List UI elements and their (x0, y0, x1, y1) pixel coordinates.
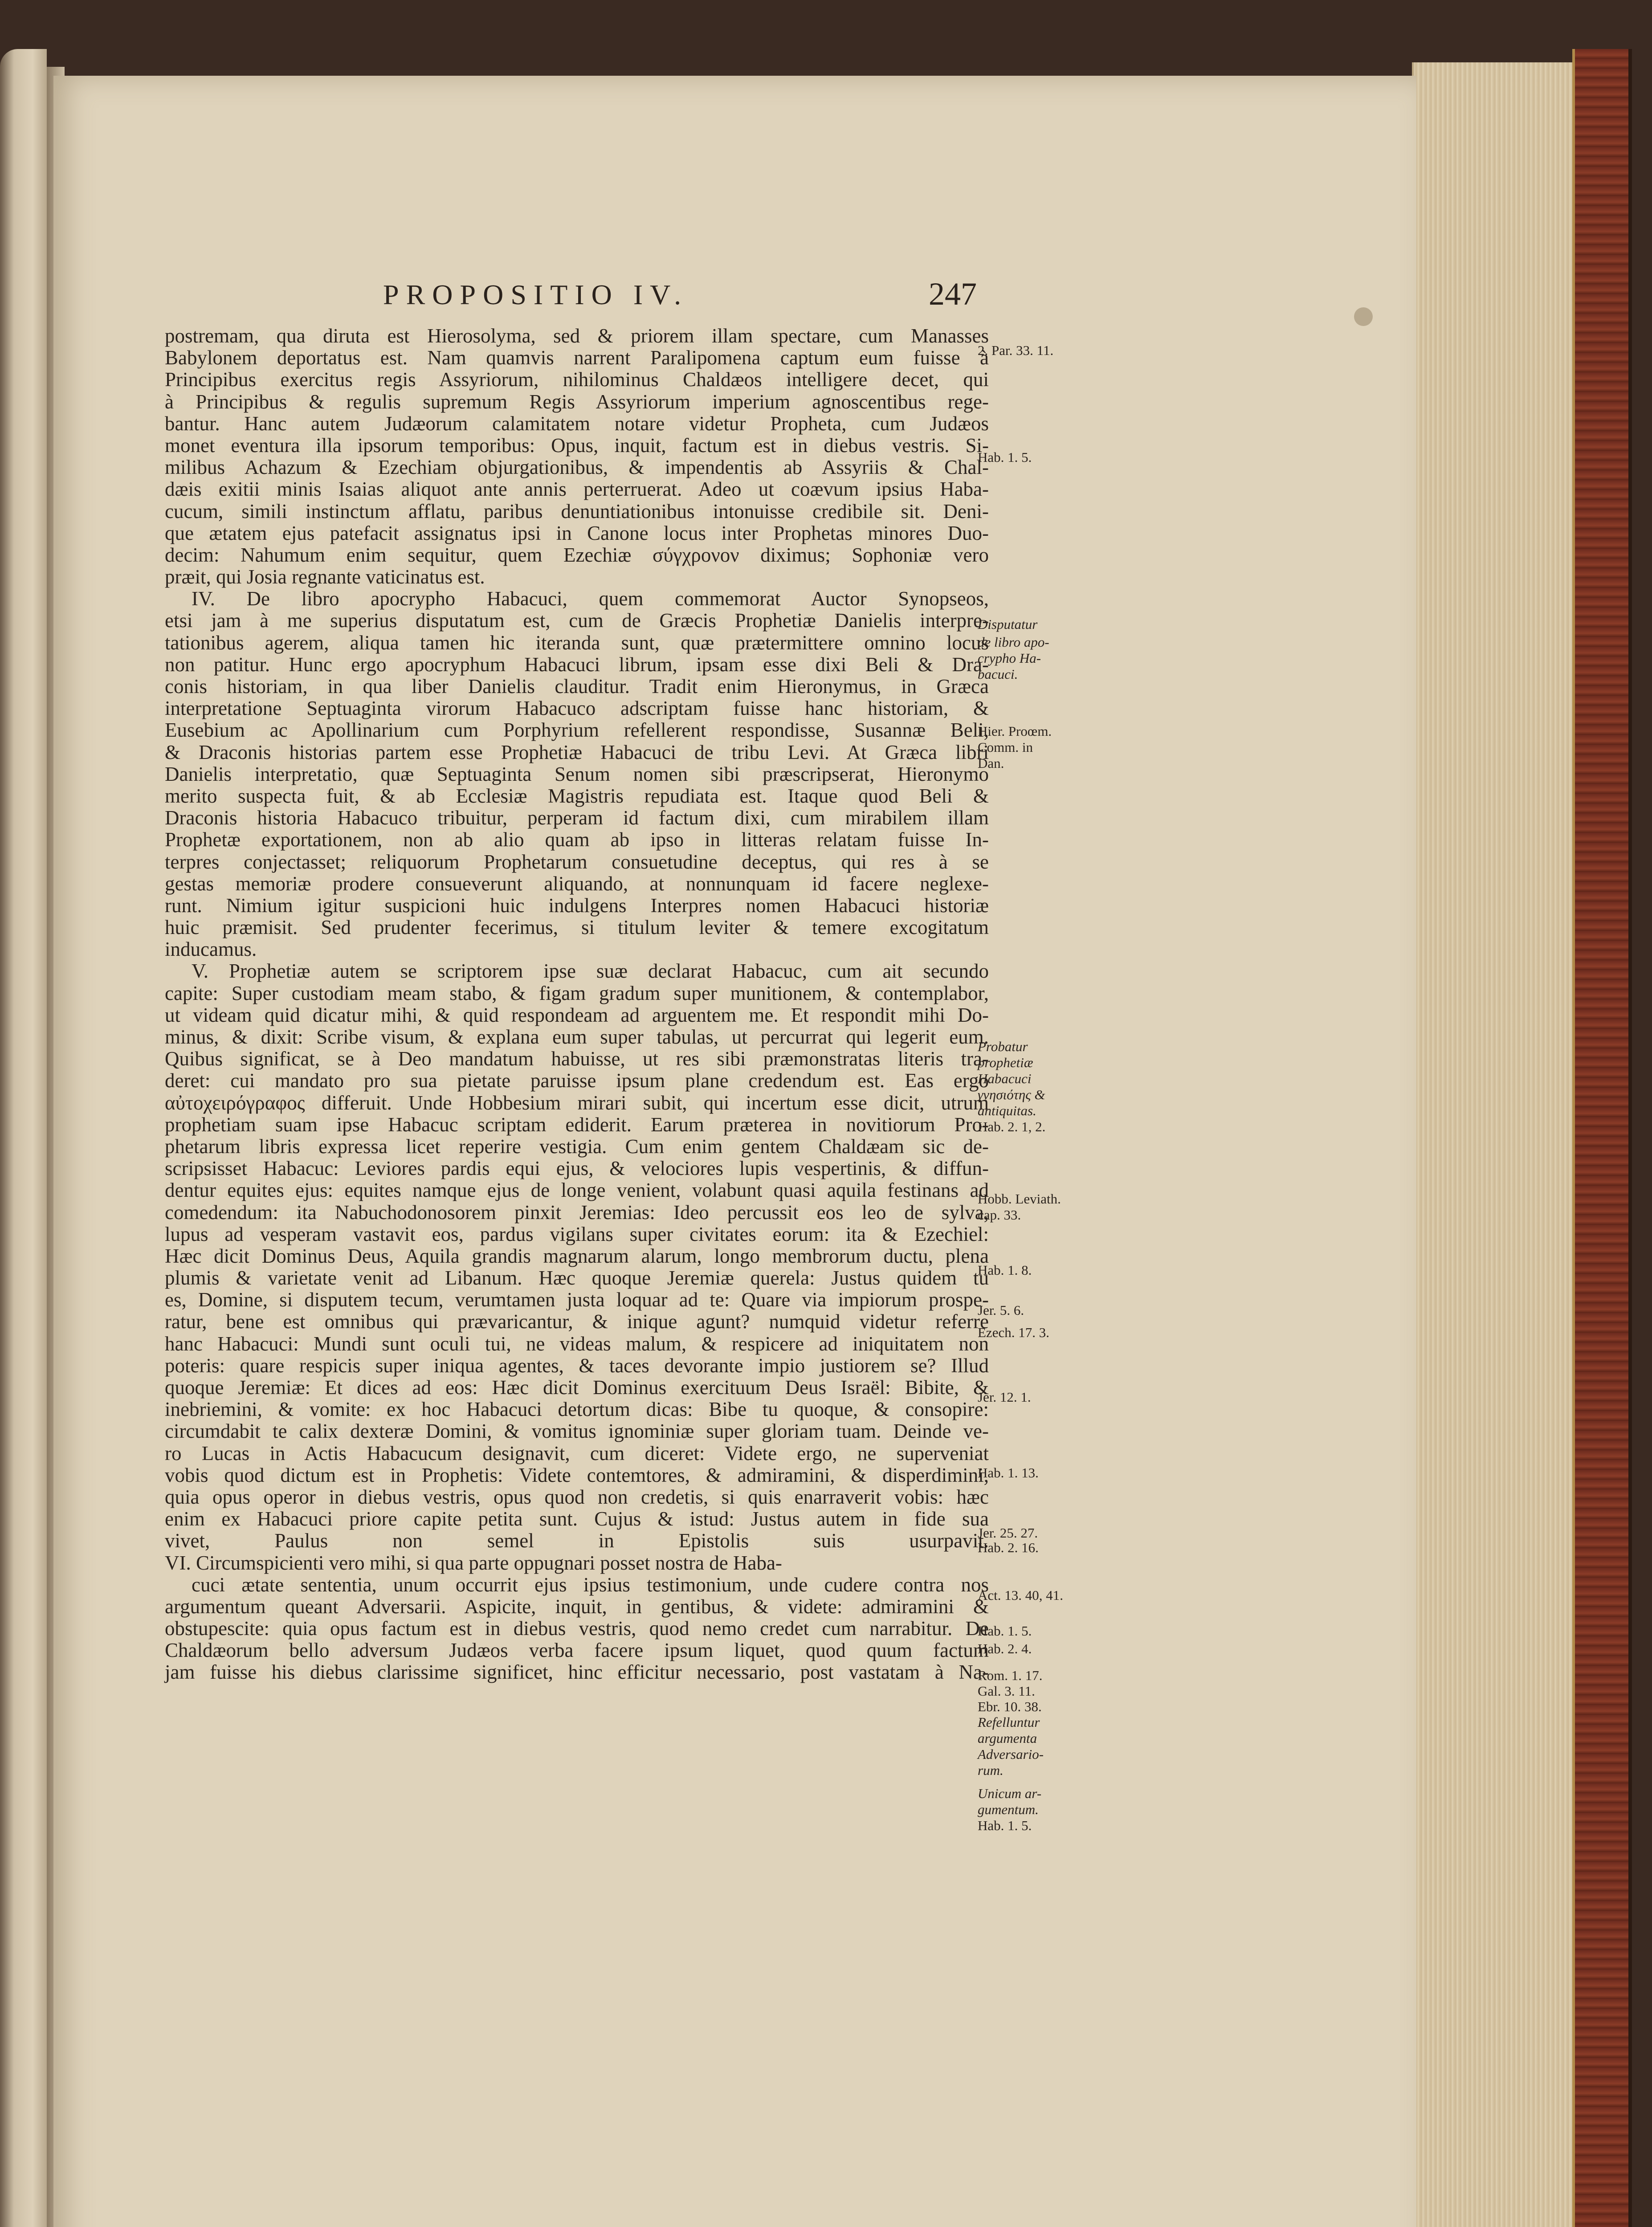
text-line: circumdabit te calix dexteræ Domini, & vomitus ignominiæ super gloriam tuam. Deinde ve- (165, 1420, 989, 1443)
page-title: PROPOSITIO IV. (383, 279, 689, 310)
book-cover-edge (1572, 49, 1632, 2227)
margin-note: Adversario- (978, 1746, 1044, 1762)
main-text (165, 325, 989, 1684)
margin-note: gumentum. (978, 1802, 1039, 1817)
text-line: gestas memoriæ prodere consueverunt aliquando, at nonnunquam id facere neglexe- (165, 872, 989, 895)
text-line: scripsisset Habacuc: Leviores pardis equi ejus, & velociores lupis vespertinis, & diffun- (165, 1157, 989, 1180)
text-line: runt. Nimium igitur suspicioni huic indulgens Interpres nomen Habacuci historiæ (165, 894, 989, 917)
text-line: tationibus agerem, aliqua tamen hic iteranda sunt, quæ prætermittere omnino locus (165, 631, 989, 654)
text-line: VI. Circumspicienti vero mihi, si qua parte oppugnari posset nostra de Haba- (165, 1551, 782, 1574)
margin-note: Ezech. 17. 3. (978, 1325, 1049, 1340)
margin-note: Hab. 1. 13. (978, 1465, 1039, 1481)
text-line: dæis exitii minis Isaias aliquot ante annis perterruerat. Adeo ut coævum ipsius Haba- (165, 478, 989, 501)
text-line: terpres conjectasset; reliquorum Prophetarum consuetudine deceptus, qui res à se (165, 850, 989, 873)
text-line: inebriemini, & vomite: ex hoc Habacuci detortum dicas: Bibe tu quoque, & consopire: (165, 1398, 989, 1421)
text-line: Draconis historia Habacuco tribuitur, perperam id factum dixi, cum mirabilem illam (165, 807, 989, 829)
text-line: vivet, Paulus non semel in Epistolis suis usurpavit. (165, 1530, 989, 1552)
text-line: interpretatione Septuaginta virorum Habacuco adscriptam fuisse hanc historiam, & (165, 697, 989, 720)
margin-note: Hab. 2. 16. (978, 1540, 1039, 1555)
text-line: cuci ætate sententia, unum occurrit ejus ipsius testimonium, unde cudere contra nos (192, 1573, 989, 1596)
text-line: obstupescite: quia opus factum est in diebus vestris, quod nemo credet cum narrabitur. De (165, 1617, 989, 1640)
margin-note: Jer. 25. 27. (978, 1525, 1038, 1541)
margin-note: Hab. 1. 5. (978, 1818, 1032, 1833)
text-line: non patitur. Hunc ergo apocryphum Habacuci librum, ipsam esse dixi Beli & Dra- (165, 653, 989, 676)
text-line: decim: Nahumum enim sequitur, quem Ezechiæ σύγχρονον diximus; Sophoniæ vero (165, 543, 989, 566)
text-line: minus, & dixit: Scribe visum, & explana eum super tabulas, ut percurrat qui legerit eum. (165, 1026, 989, 1048)
margin-note: 2. Par. 33. 11. (978, 343, 1054, 358)
margin-note: Disputatur (978, 616, 1038, 632)
margin-note: Comm. in (978, 739, 1033, 755)
margin-note: γνησιότης & (978, 1087, 1045, 1102)
margin-note: Hab. 2. 1, 2. (978, 1119, 1046, 1134)
text-line: enim ex Habacuci priore capite petita sunt. Cujus & istud: Justus autem in fide sua (165, 1508, 989, 1530)
text-line: αὐτοχειρόγραφος differuit. Unde Hobbesium mirari subit, qui incertum esse dicit, utrum (165, 1091, 989, 1114)
text-line: præit, qui Josia regnante vaticinatus est. (165, 566, 485, 588)
text-line: à Principibus & regulis supremum Regis Assyriorum imperium agnoscentibus rege- (165, 390, 989, 413)
margin-note: Rom. 1. 17. (978, 1668, 1043, 1683)
text-line: conis historiam, in qua liber Danielis clauditur. Tradit enim Hieronymus, in Græca (165, 675, 989, 697)
text-line: quoque Jeremiæ: Et dices ad eos: Hæc dicit Dominus exercituum Deus Israël: Bibite, & (165, 1376, 989, 1399)
margin-note: Ebr. 10. 38. (978, 1699, 1042, 1714)
margin-note: Hab. 2. 4. (978, 1641, 1032, 1656)
text-line: Principibus exercitus regis Assyriorum, nihilominus Chaldæos intelligere decet, qui (165, 368, 989, 391)
margin-note: Habacuci (978, 1071, 1032, 1086)
text-line: Danielis interpretatio, quæ Septuaginta Senum nomen sibi præscripserat, Hieronymo (165, 763, 989, 785)
text-line: phetarum libris expressa licet reperire vestigia. Cum enim gentem Chaldæam sic de- (165, 1135, 989, 1158)
text-line: V. Prophetiæ autem se scriptorem ipse suæ declarat Habacuc, cum ait secundo (192, 960, 989, 983)
margin-note: crypho Ha- (978, 650, 1041, 666)
margin-note: Probatur (978, 1039, 1028, 1054)
text-line: Chaldæorum bello adversum Judæos verba facere ipsum liquet, quod quum factum (165, 1639, 989, 1662)
text-line: ro Lucas in Actis Habacucum designavit, cum diceret: Videte ergo, ne superveniat (165, 1442, 989, 1464)
text-line: poteris: quare respicis super iniqua agentes, & taces devorante impio justiorem se? Illud (165, 1354, 989, 1377)
text-line: bantur. Hanc autem Judæorum calamitatem notare videtur Propheta, cum Judæos (165, 412, 989, 435)
text-line: comedendum: ita Nabuchodonosorem pinxit Jeremias: Ideo percussit eos leo de sylva, (165, 1201, 989, 1224)
page-number: 247 (929, 276, 977, 312)
margin-note: bacuci. (978, 666, 1018, 682)
margin-note: Hier. Proœm. (978, 723, 1052, 739)
text-line: jam fuisse his diebus clarissime significet, hinc efficitur necessario, post vastatam à Na- (165, 1661, 989, 1684)
text-line: capite: Super custodiam meam stabo, & figam gradum super munitionem, & contemplabor, (165, 982, 989, 1004)
text-line: prophetiam suam ipse Habacuc scriptam ediderit. Earum præterea in novitiorum Pro- (165, 1113, 989, 1136)
text-line: quia opus operor in diebus vestris, opus quod non credetis, si quis enarraverit vobis: hæc (165, 1485, 989, 1508)
text-line: postremam, qua diruta est Hierosolyma, sed & priorem illam spectare, cum Manasses (165, 325, 989, 347)
text-line: huic præmisit. Sed prudenter fecerimus, si titulum leviter & temere excogitatum (165, 916, 989, 939)
running-header (383, 278, 1051, 314)
margin-note: prophetiæ (978, 1055, 1033, 1070)
text-line: Prophetæ exportationem, non ab alio quam ab ipso in litteras relatam fuisse In- (165, 828, 989, 851)
text-line: & Draconis historias partem esse Prophetiæ Habacuci de tribu Levi. At Græca libri (165, 741, 989, 763)
text-line: es, Domine, si disputem tecum, verumtamen justa loquar ad te: Quare via impiorum prospe- (165, 1289, 989, 1311)
text-line: lupus ad vesperam vastavit eos, pardus vigilans super civitates eorum: ita & Ezechiel: (165, 1223, 989, 1245)
text-line: etsi jam à me superius disputatum est, cum de Græcis Prophetiæ Danielis interpre- (165, 609, 989, 632)
text-line: hanc Habacuci: Mundi sunt oculi tui, ne videas malum, & respicere ad iniquitatem non (165, 1332, 989, 1355)
margin-note: Dan. (978, 755, 1004, 771)
margin-note: Gal. 3. 11. (978, 1683, 1035, 1699)
margin-note: Act. 13. 40, 41. (978, 1587, 1064, 1603)
text-line: deret: cui mandato pro sua pietate paruisse ipsum plane credendum est. Eas ergo (165, 1069, 989, 1092)
text-line: IV. De libro apocrypho Habacuci, quem commemorat Auctor Synopseos, (192, 587, 989, 610)
text-line: monet eventura illa ipsorum temporibus: Opus, inquit, factum est in diebus vestris. Si- (165, 434, 989, 457)
margin-note: Hab. 1. 5. (978, 449, 1032, 465)
text-line: Hæc dicit Dominus Deus, Aquila grandis magnarum alarum, longo membrorum ductu, plena (165, 1244, 989, 1267)
margin-note: Jer. 12. 1. (978, 1389, 1031, 1405)
page-stain (1354, 307, 1373, 326)
text-line: argumentum queant Adversarii. Aspicite, inquit, in gentibus, & videte: admiramini & (165, 1595, 989, 1618)
text-line: ut videam quid dicatur mihi, & quid respondeam ad arguentem me. Et respondit mihi Do- (165, 1003, 989, 1026)
text-line: Quibus significat, se à Deo mandatum habuisse, ut res sibi præmonstratas literis tra- (165, 1048, 989, 1070)
text-line: inducamus. (165, 938, 257, 961)
text-line: dentur equites ejus: equites namque ejus de longe venient, volabunt quasi aquila festinans ad (165, 1179, 989, 1202)
page-block-fore-edge (1412, 62, 1579, 2227)
text-line: cucum, simili instinctum afflatu, paribus denuntiationibus intonuisse credibile sit. Deni- (165, 500, 989, 522)
text-line: milibus Achazum & Ezechiam objurgationibus, & impendentis ab Assyriis & Chal- (165, 456, 989, 479)
margin-note: Refelluntur (978, 1714, 1040, 1730)
margin-note: de libro apo- (978, 634, 1049, 650)
margin-note: Hab. 1. 8. (978, 1262, 1032, 1278)
margin-note: Hobb. Leviath. (978, 1191, 1061, 1207)
margin-note: Unicum ar- (978, 1786, 1042, 1801)
text-line: ratur, bene est omnibus qui prævaricantur, & inique agunt? numquid videtur referre (165, 1310, 989, 1333)
text-line: que ætatem ejus patefacit assignatus ipsi in Canone locus inter Prophetas minores Duo- (165, 522, 989, 544)
margin-note: Jer. 5. 6. (978, 1302, 1024, 1318)
margin-note: Hab. 1. 5. (978, 1623, 1032, 1639)
text-line: plumis & varietate venit ad Libanum. Hæc quoque Jeremiæ querela: Justus quidem tu (165, 1267, 989, 1289)
text-line: merito suspecta fuit, & ab Ecclesiæ Magistris repudiata est. Itaque quod Beli & (165, 784, 989, 807)
margin-note: antiquitas. (978, 1103, 1036, 1118)
facing-page-edge (0, 49, 47, 2227)
margin-note: rum. (978, 1762, 1003, 1778)
margin-note: argumenta (978, 1730, 1037, 1746)
margin-note: cap. 33. (978, 1207, 1021, 1223)
text-line: Eusebium ac Apollinarium cum Porphyrium refellerent respondisse, Susannæ Beli, (165, 719, 989, 742)
text-line: Babylonem deportatus est. Nam quamvis narrent Paralipomena captum eum fuisse à (165, 347, 989, 369)
text-line: vobis quod dictum est in Prophetis: Videte contemtores, & admiramini, & disperdimini, (165, 1464, 989, 1486)
